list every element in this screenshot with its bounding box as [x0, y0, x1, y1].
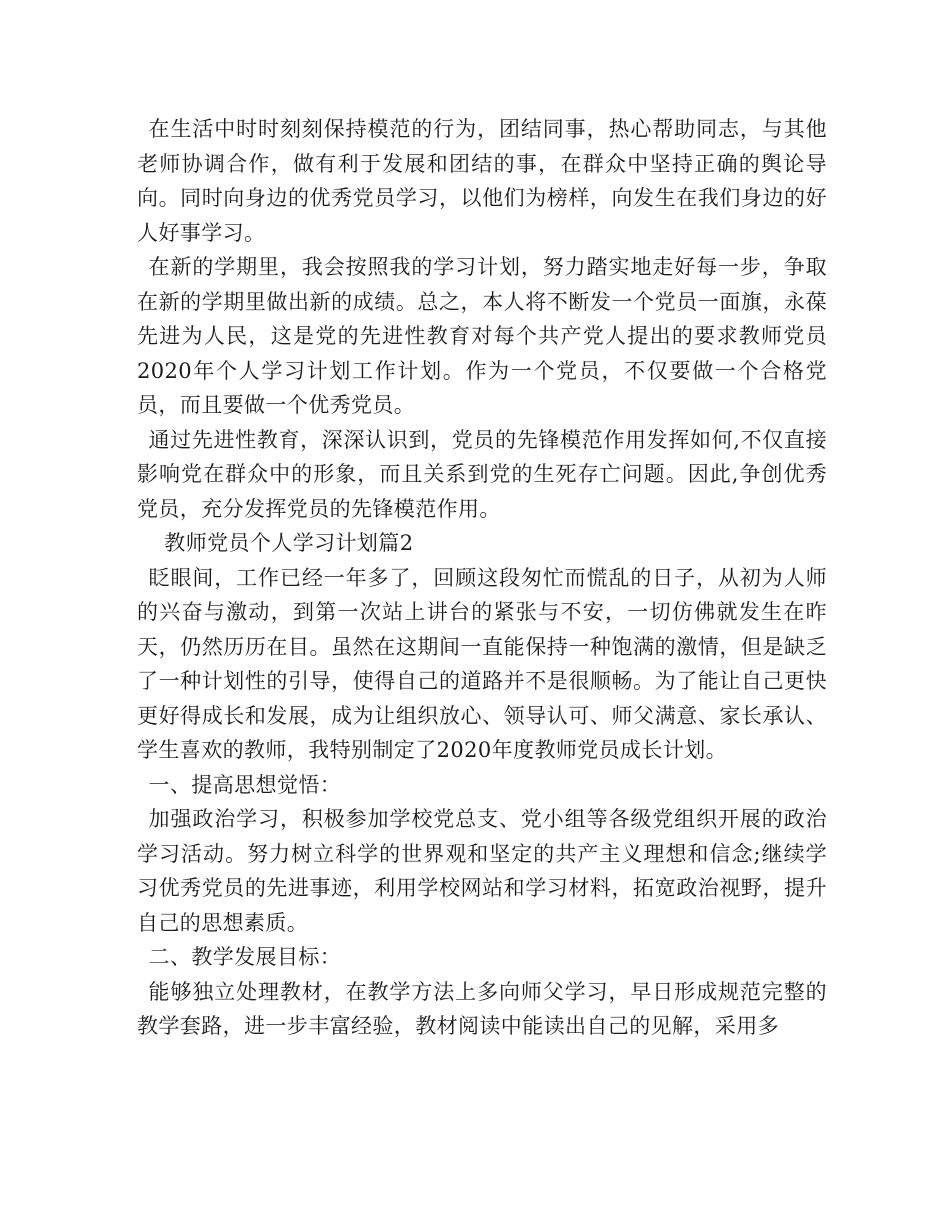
- paragraph-one-year-review: 眨眼间，工作已经一年多了，回顾这段匆忙而慌乱的日子，从初为人师的兴奋与激动，到第一次站上讲台的紧张与不安，一切仿佛就发生在昨天，仍然历历在目。虽然在这期间一直能保持一种饱满的激情，但是缺乏了一种计划性的引导，使得自己的道路并不是很顺畅。为了能让自己更快更好得成长和发展，成为让组织放心、领导认可、师父满意、家长承认、学生喜欢的教师，我特别制定了2020年度教师党员成长计划。: [137, 565, 827, 762]
- document-page: [137, 112, 827, 1044]
- section-heading-teaching-goals: 二、教学发展目标：: [148, 945, 342, 969]
- section-heading-ideology: 一、提高思想觉悟：: [148, 772, 342, 797]
- article-heading: 教师党员个人学习计划篇2: [164, 531, 414, 555]
- paragraph-exemplary-behavior: 在生活中时时刻刻保持模范的行为，团结同事，热心帮助同志，与其他老师协调合作，做有利于发展和团结的事，在群众中坚持正确的舆论导向。同时向身边的优秀党员学习，以他们为榜样，向发生在我们身边的好人好事学习。: [137, 117, 827, 245]
- paragraph-new-semester: 在新的学期里，我会按照我的学习计划，努力踏实地走好每一步，争取在新的学期里做出新的成绩。总之，本人将不断发一个党员一面旗，永葆先进为人民，这是党的先进性教育对每个共产党人提出的要求教师党员2020年个人学习计划工作计划。作为一个党员，不仅要做一个合格党员，而且要做一个优秀党员。: [137, 255, 827, 417]
- paragraph-advanced-education: 通过先进性教育，深深认识到，党员的先锋模范作用发挥如何,不仅直接影响党在群众中的形象，而且关系到党的生死存亡问题。因此,争创优秀党员，充分发挥党员的先锋模范作用。: [137, 427, 827, 521]
- paragraph-teaching-methods: 能够独立处理教材，在教学方法上多向师父学习，早日形成规范完整的教学套路，进一步丰富经验，教材阅读中能读出自己的见解，采用多: [137, 979, 827, 1038]
- paragraph-political-study: 加强政治学习，积极参加学校党总支、党小组等各级党组织开展的政治学习活动。努力树立科学的世界观和坚定的共产主义理想和信念;继续学习优秀党员的先进事迹，利用学校网站和学习材料，拓宽政治视野，提升自己的思想素质。: [137, 807, 827, 935]
